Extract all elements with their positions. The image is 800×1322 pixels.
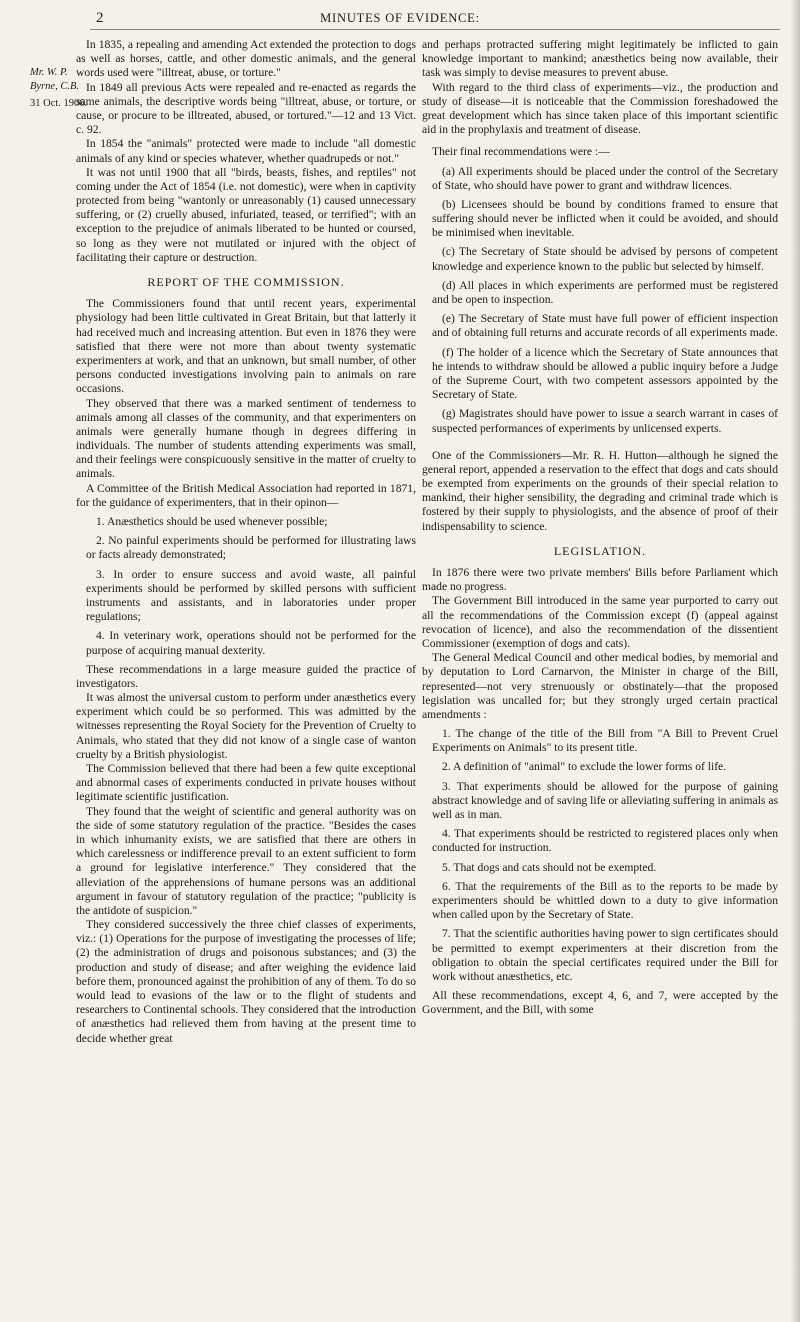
paragraph: With regard to the third class of experiments—viz., the production and study of disease—it is noticeable that the Commission foreshadowed the great development which has since taken place of this important scientific aid in the prophylaxis and treatment of disease.: [422, 80, 778, 137]
amendment: 3. That experiments should be allowed for the purpose of gaining abstract knowledge and of saving life or alleviating suffering in animals as well as in man.: [432, 779, 778, 821]
paragraph: In 1876 there were two private members' Bills before Parliament which made no progress.: [422, 566, 778, 594]
paragraph: They observed that there was a marked sentiment of tenderness to animals among all classes of the community, and that experimenters on animals were generally humane though in degrees differing in individuals. The number of students attending experiments was small, and their feelings were conspicuously sensitive in the matter of cruelty to animals.: [76, 396, 416, 481]
witness-name: Mr. W. P. Byrne, C.B.: [30, 67, 79, 92]
amendment: 6. That the requirements of the Bill as to the reports to be made by experimenters should be whittled down to a duty to give information when called upon by the Secretary of State.: [432, 879, 778, 922]
amendment: 2. A definition of "animal" to exclude the lower forms of life.: [442, 760, 727, 774]
paragraph: The General Medical Council and other medical bodies, by memorial and by deputation to Lord Carnarvon, the Minister in charge of the Bill, represented—not very strenuously or obstinately—that the proposed legislation was uncalled for; but they strongly urged certain practical amendments :: [422, 651, 778, 721]
paragraph: They considered successively the three chief classes of experiments, viz.: (1) Operations for the purpose of investigating the processes of life; (2) the administration of drugs and poisonous substances; and (3) the production and study of disease; and after weighing the evidence laid before them, pronounced against the prohibition of any of them. To do so would lead to evasions of the law or to the flight of students and researchers to Continental schools. They considered that the introduction of anæsthetics had relieved them from having at the present time to decide whether great: [76, 918, 416, 1045]
recommendation: (f) The holder of a licence which the Secretary of State announces that he intends to withdraw should be allowed a public inquiry before a Judge of the Supreme Court, with two competent assessors appointed by the Secretary of State.: [432, 345, 778, 402]
paragraph: The Government Bill introduced in the same year purported to carry out all the recommendations of the Commission except (f) (appeal against revocation of licence), and also the recommendation of the dissentient Commissioner (exemption of dogs and cats).: [422, 594, 778, 650]
section-heading-legislation: LEGISLATION.: [553, 543, 647, 558]
paragraph: In 1835, a repealing and amending Act extended the protection to dogs as well as horses, cattle, and other domestic animals, and the general words used were "illtreat, abuse, or torture.": [76, 38, 416, 80]
list-item: 1. Anæsthetics should be used whenever possible;: [96, 515, 328, 528]
paragraph: and perhaps protracted suffering might legitimately be inflicted to gain knowledge important to mankind; anæsthetics being now available, their task was simply to devise measures to prevent abuse.: [422, 38, 778, 80]
recommendation: (g) Magistrates should have power to issue a search warrant in cases of suspected performances of experiments by unlicensed experts.: [432, 407, 778, 435]
paragraph: The Commission believed that there had been a few quite exceptional and abnormal cases of experiments conducted in private houses without legitimate scientific justification.: [76, 762, 416, 804]
paragraph: It was not until 1900 that all "birds, beasts, fishes, and reptiles" not coming under the Act of 1854 (i.e. not domestic), were when in captivity protected from being "wantonly or unreasonably (1) caused unnecessary suffering, or (2) cruelly abused, infuriated, teased, or terrified"; with an exception to the prejudice of animals liberated to be hunted or coursed, so long as they were not mutilated or injured with the object of facilitating their capture or destruction.: [76, 165, 416, 264]
paragraph: The Commissioners found that until recent years, experimental physiology had been little cultivated in Great Britain, but that latterly it had received much and increasing attention. But even in 1876 they were satisfied that there were not more than about twenty systematic experimenters at work, and that an unknown, but small number, of other persons conducted investigations involving pain to animals on rare occasions.: [76, 297, 416, 396]
page-edge: [790, 0, 800, 1322]
section-heading-report: REPORT OF THE COMMISSION.: [147, 275, 345, 289]
paragraph: It was almost the universal custom to perform under anæsthetics every experiment which could be so performed. This was admitted by the witnesses representing the Royal Society for the Prevention of Cruelty to Animals, who stated that they did not know of a single case of wanton cruelty by a British physiologist.: [76, 691, 416, 761]
recommendation: (e) The Secretary of State must have full power of efficient inspection and of obtaining full returns and accurate records of all experiments made.: [432, 312, 778, 340]
paragraph: In 1854 the "animals" protected were made to include "all domestic animals of any kind or species whatever, whether quadrupeds or not.": [76, 137, 416, 165]
recommendation: (c) The Secretary of State should be advised by persons of competent knowledge and experience known to the public but selected by himself.: [432, 245, 778, 273]
paragraph: A Committee of the British Medical Association had reported in 1871, for the guidance of experimenters, that in their opinon—: [76, 481, 416, 509]
list-item: 4. In veterinary work, operations should not be performed for the purpose of acquiring manual dexterity.: [86, 629, 416, 657]
evidence-date: 31 Oct. 1906.: [30, 98, 88, 109]
paragraph: One of the Commissioners—Mr. R. H. Hutton—although he signed the general report, appended a reservation to the effect that dogs and cats should be exempted from experiments on the grounds of their special relation to mankind, their higher sensibility, the degrading and criminal trade which is fostered by their supply to physiologists, and the absence of proof of their indispensability to science.: [422, 448, 778, 533]
running-title: MINUTES OF EVIDENCE:: [320, 11, 480, 25]
header-rule: [90, 29, 780, 30]
left-column: [76, 38, 416, 1046]
recommendation: (b) Licensees should be bound by conditions framed to ensure that suffering should never be inflicted when it could be avoided, and should be minimised when inevitable.: [432, 197, 778, 240]
paragraph: Their final recommendations were :—: [432, 145, 610, 159]
paragraph: They found that the weight of scientific and general authority was on the side of some statutory regulation of the practice. "Besides the cases in which inhumanity exists, we are satisfied that there are others in which carelessness or indifference prevail to an extent sufficient to form a ground for legislative interference." They considered that the alleviation of the apprehensions of humane persons was an additional argument in favour of statutory regulation of the practice; "publicity is the antidote of suspicion.": [76, 804, 416, 917]
amendment: 4. That experiments should be restricted to registered places only when conducted for instruction.: [432, 827, 778, 855]
amendment: 7. That the scientific authorities having power to sign certificates should be permitted to exempt experimenters at their discretion from the obligation to obtain the special certificates required under the Bill for work without anæsthetics, etc.: [432, 927, 778, 983]
amendment: 5. That dogs and cats should not be exempted.: [442, 860, 657, 874]
list-item: 2. No painful experiments should be performed for illustrating laws or facts already demonstrated;: [86, 534, 416, 562]
right-column: [422, 38, 778, 1017]
amendment: 1. The change of the title of the Bill from "A Bill to Prevent Cruel Experiments on Animals" to its present title.: [432, 727, 778, 755]
recommendation: (d) All places in which experiments are performed must be registered and be open to inspection.: [432, 278, 778, 306]
paragraph: All these recommendations, except 4, 6, and 7, were accepted by the Government, and the Bill, with some: [422, 989, 778, 1017]
paragraph: These recommendations in a large measure guided the practice of investigators.: [76, 662, 416, 690]
list-item: 3. In order to ensure success and avoid waste, all painful experiments should be performed by skilled persons with sufficient instruments and assistants, and in laboratories under proper regulations;: [86, 567, 416, 624]
paragraph: In 1849 all previous Acts were repealed and re-enacted as regards the same animals, the descriptive words being "illtreat, abuse, or torture, or cause, or procure to be illtreated, abused, or tortured."—12 and 13 Vict. c. 92.: [76, 80, 416, 137]
recommendation: (a) All experiments should be placed under the control of the Secretary of State, who should have power to grant and withdraw licences.: [432, 164, 778, 192]
page-number: 2: [96, 10, 104, 26]
